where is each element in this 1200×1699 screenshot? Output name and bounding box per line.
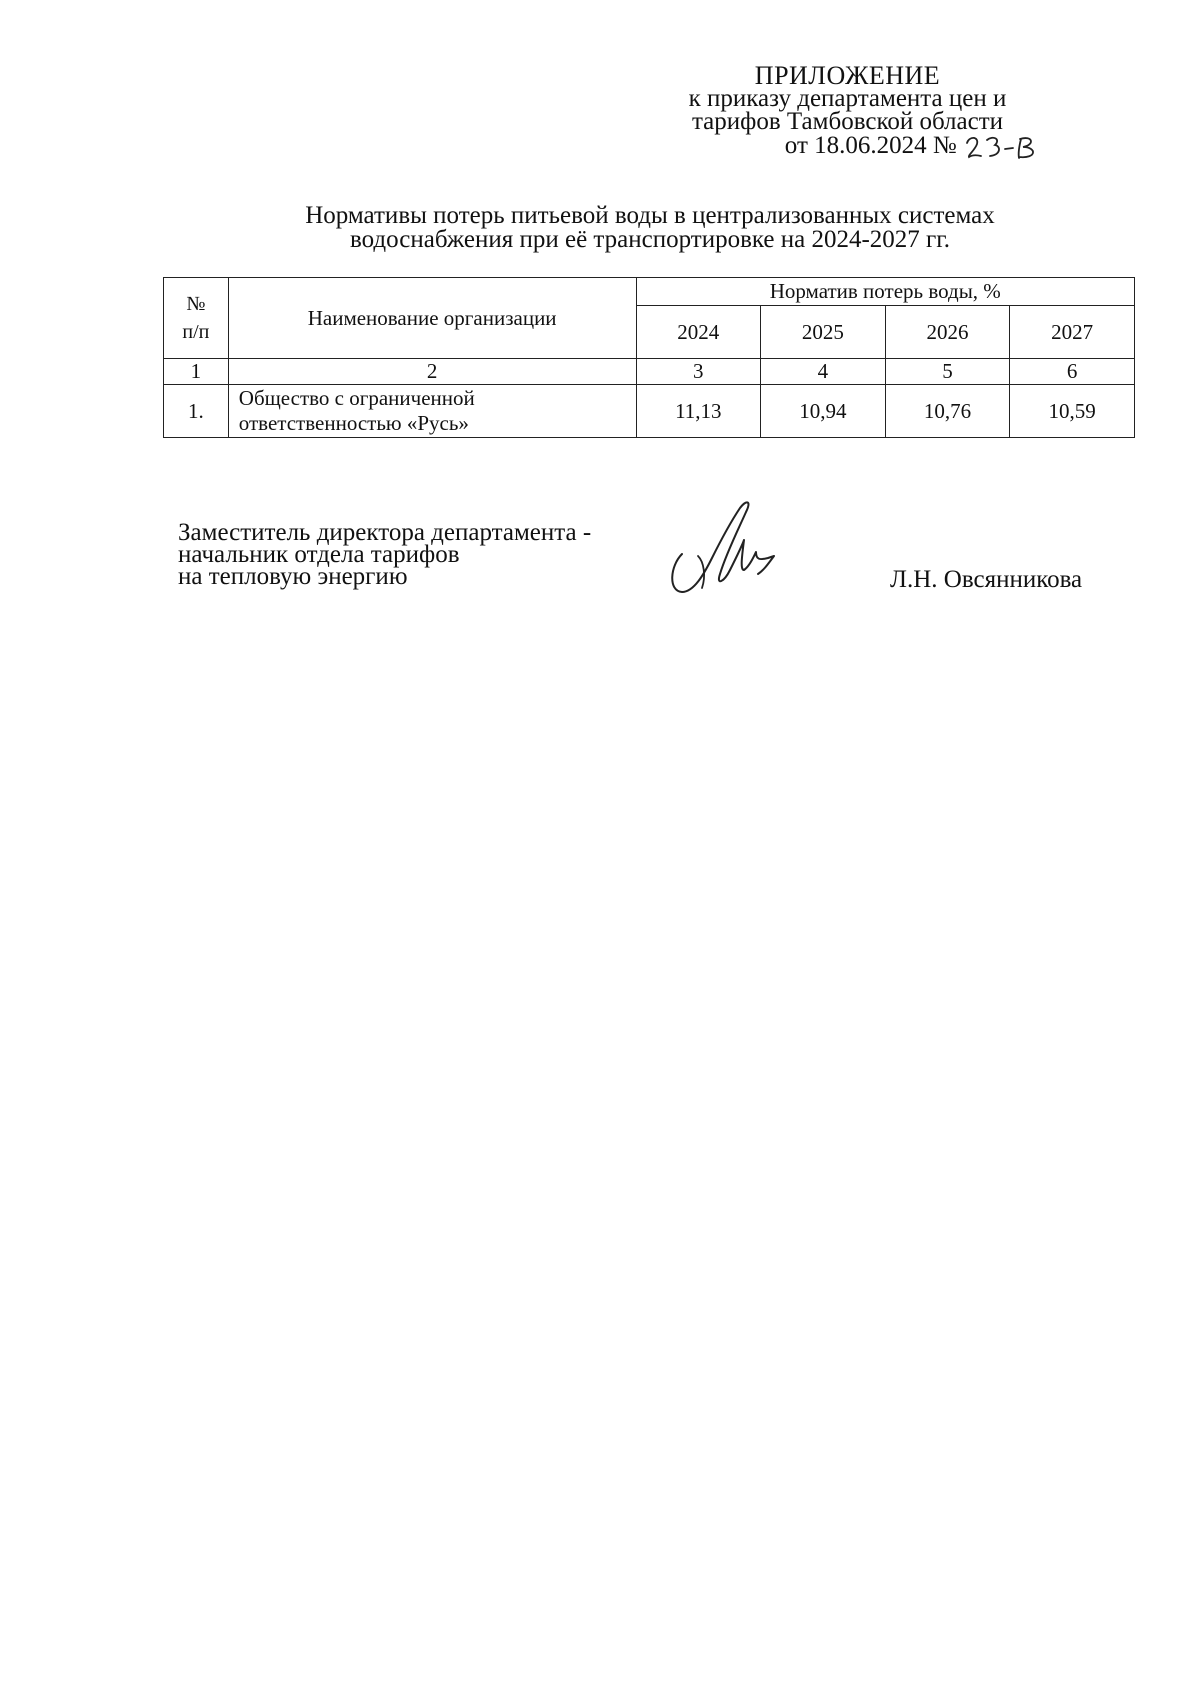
appendix-line-date — [650, 133, 1045, 161]
appendix-line-department: тарифов Тамбовской области — [691, 108, 1004, 135]
column-number-6: 6 — [1010, 359, 1135, 385]
header-year-2027: 2027 — [1010, 306, 1135, 359]
water-loss-norms-table — [163, 277, 1135, 438]
header-year-2024: 2024 — [636, 306, 761, 359]
organization-name-line-1: Общество с ограниченной — [238, 386, 475, 410]
column-number-2: 2 — [228, 359, 636, 385]
order-date: от 18.06.2024 № — [784, 132, 957, 159]
column-number-5: 5 — [885, 359, 1010, 385]
position-line-3: на тепловую энергию — [178, 563, 408, 590]
document-title — [200, 204, 1100, 252]
organization-name-line-2: ответственностью «Русь» — [238, 411, 469, 435]
header-organization-name: Наименование организации — [228, 278, 636, 359]
row-value-2025: 10,94 — [761, 385, 886, 438]
row-value-2026: 10,76 — [885, 385, 1010, 438]
row-value-2024: 11,13 — [636, 385, 761, 438]
header-number-sign: № — [186, 293, 206, 315]
row-number: 1. — [164, 385, 229, 438]
table-header-row-1 — [164, 278, 1135, 306]
signatory-name: Л.Н. Овсянникова — [890, 566, 1083, 593]
header-pp: п/п — [182, 321, 210, 343]
handwritten-signature — [668, 496, 788, 606]
header-year-2026: 2026 — [885, 306, 1010, 359]
appendix-title: ПРИЛОЖЕНИЕ — [754, 61, 941, 90]
row-value-2027: 10,59 — [1010, 385, 1135, 438]
document-title-line-1: Нормативы потерь питьевой воды в централизованных системах — [305, 202, 995, 229]
header-loss-norm-group: Норматив потерь воды, % — [636, 278, 1135, 306]
header-row-number — [164, 278, 229, 359]
column-number-1: 1 — [164, 359, 229, 385]
header-year-2025: 2025 — [761, 306, 886, 359]
document-title-line-2: водоснабжения при её транспортировке на 2024-2027 гг. — [350, 226, 950, 253]
column-number-4: 4 — [761, 359, 886, 385]
position-line-2: начальник отдела тарифов — [178, 541, 460, 568]
appendix-line-order: к приказу департамента цен и — [688, 85, 1007, 112]
handwritten-order-number — [963, 133, 1043, 161]
row-organization-name — [228, 385, 636, 438]
appendix-header — [650, 61, 1045, 161]
table-column-numbers-row — [164, 359, 1135, 385]
table-row — [164, 385, 1135, 438]
signatory-position — [178, 519, 678, 590]
position-line-1: Заместитель директора департамента - — [178, 519, 592, 546]
column-number-3: 3 — [636, 359, 761, 385]
